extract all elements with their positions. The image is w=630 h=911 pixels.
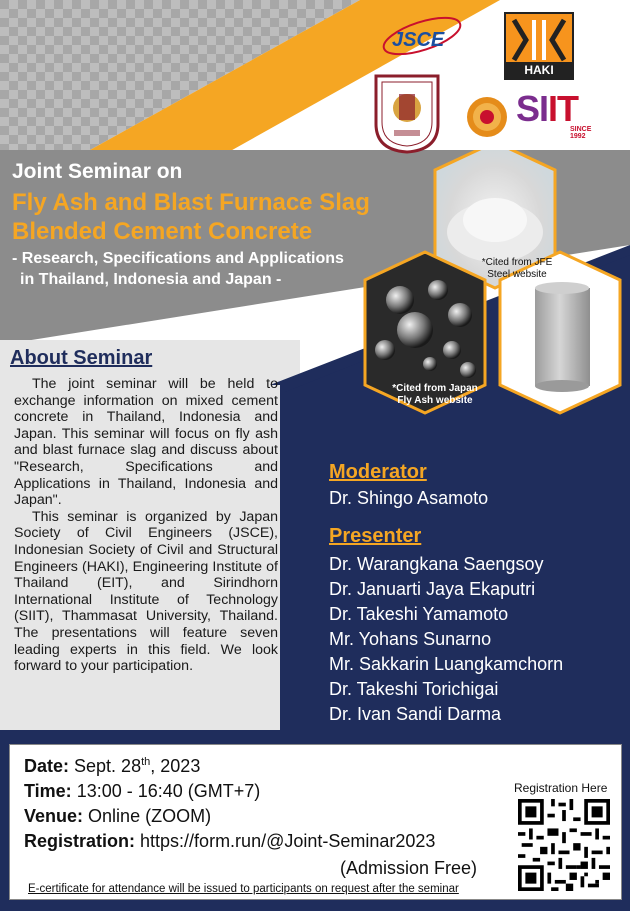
haki-logo (504, 12, 574, 80)
siit-logo-it: IT (548, 88, 579, 129)
presenter-item: Dr. Warangkana Saengsoy (329, 554, 544, 574)
registration-here-label: Registration Here (514, 781, 608, 795)
registration-label: Registration: (24, 831, 136, 851)
cite-japan-line1: *Cited from Japan (392, 383, 478, 394)
ecertificate-note: E-certificate for attendance will be issued to participants on request after the seminar (28, 883, 459, 895)
siit-since-text: SINCE 1992 (570, 126, 592, 140)
eit-emblem-logo (372, 72, 442, 154)
title-line4: - Research, Specifications and Applications (12, 250, 344, 267)
title-line1: Joint Seminar on (12, 160, 183, 183)
siit-logo-text: SIIT (516, 88, 579, 129)
cite-japan (380, 383, 490, 407)
date-label: Date: (24, 756, 70, 776)
cite-jfe (462, 257, 572, 281)
presenter-item: Dr. Takeshi Torichigai (329, 679, 499, 699)
time-label: Time: (24, 781, 72, 801)
presenter-item: Dr. Takeshi Yamamoto (329, 604, 509, 624)
presenter-item: Mr. Sakkarin Luangkamchorn (329, 654, 564, 674)
jsce-logo-text: JSCE (392, 29, 445, 51)
title-line5: in Thailand, Indonesia and Japan - (20, 271, 282, 288)
date-value: Sept. 28 (74, 756, 142, 776)
siit-logo (516, 88, 606, 140)
seminar-title (12, 160, 412, 290)
date-year: , 2023 (150, 756, 201, 776)
registration-link[interactable]: https://form.run/@Joint-Seminar2023 (140, 831, 436, 851)
cite-jfe-line2: Steel website (487, 269, 547, 280)
about-paragraph-2: This seminar is organized by Japan Society of Civil Engineers (JSCE), Indonesian Society of Civil and Structural Engineers (HAKI), Engineering Institute of Thailand (EIT), and Sirindhorn International Institute of Technology (SIIT), Thammasat University, Thailand. The presentations will feature seven leading experts in this field. We look forward to your participation. (14, 508, 278, 675)
university-seal-logo (466, 96, 508, 138)
title-line3: Blended Cement Concrete (12, 218, 313, 245)
jsce-logo (378, 12, 464, 62)
registration-row (24, 831, 435, 852)
date-superscript: th (141, 756, 151, 768)
about-paragraph-1: The joint seminar will be held to exchange information on mixed cement concrete in Thailand, Indonesia and Japan. This seminar will focus on fly ash and blast furnace slag and discuss about "Research, Specifications and Applications in Thailand, Indonesia and Japan". (14, 376, 278, 509)
date-row (24, 756, 200, 777)
event-info-box (9, 744, 622, 900)
presenter-item: Dr. Januarti Jaya Ekaputri (329, 579, 536, 599)
about-heading: About Seminar (10, 347, 153, 369)
venue-label: Venue: (24, 806, 84, 826)
title-line2: Fly Ash and Blast Furnace Slag (12, 189, 370, 216)
time-row (24, 781, 260, 802)
registration-qr-code[interactable] (518, 799, 610, 891)
venue-value: Online (ZOOM) (88, 806, 212, 826)
admission-free: (Admission Free) (340, 858, 478, 878)
cite-japan-line2: Fly Ash website (397, 395, 473, 406)
moderator-name: Dr. Shingo Asamoto (329, 488, 489, 508)
moderator-heading: Moderator (329, 461, 427, 483)
presenter-item: Dr. Ivan Sandi Darma (329, 704, 502, 724)
cite-jfe-line1: *Cited from JFE (481, 257, 553, 268)
presenter-list (329, 552, 563, 727)
time-value: 13:00 - 16:40 (GMT+7) (76, 781, 261, 801)
presenter-heading: Presenter (329, 525, 422, 547)
about-body (14, 376, 278, 675)
haki-logo-text: HAKI (506, 62, 572, 78)
presenter-item: Mr. Yohans Sunarno (329, 629, 492, 649)
venue-row (24, 806, 211, 827)
